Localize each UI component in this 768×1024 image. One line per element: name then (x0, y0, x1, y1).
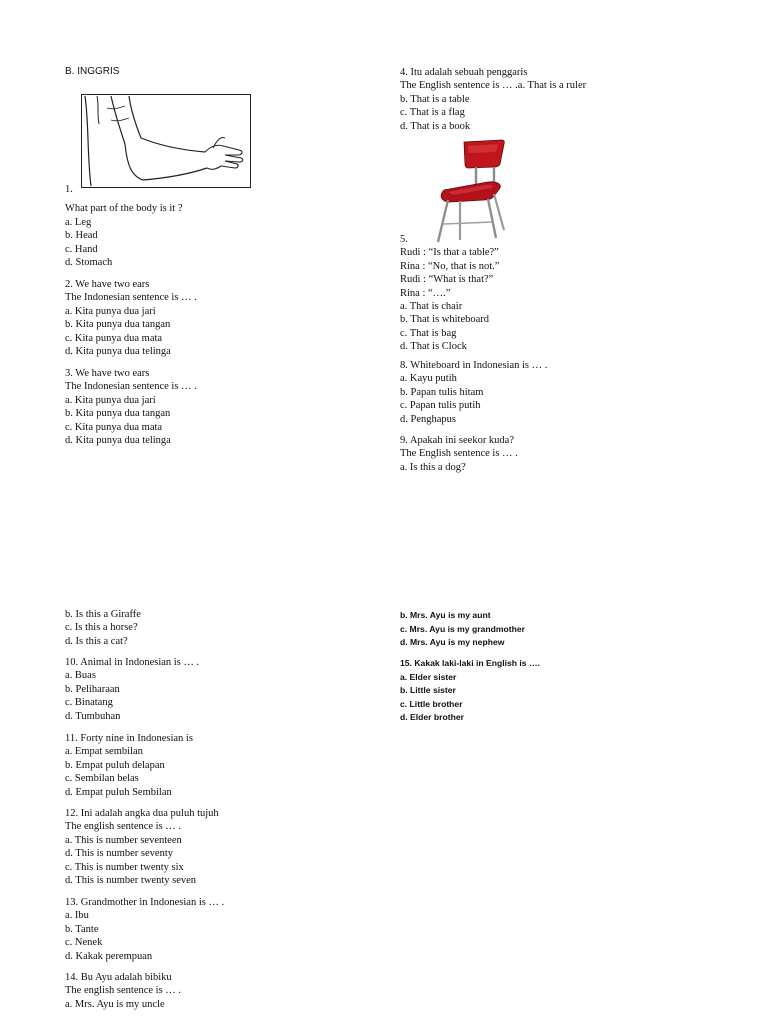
option-c: c. Papan tulis putih (400, 400, 481, 412)
question-text: 4. Itu adalah sebuah penggaris (400, 67, 528, 78)
arm-hand-illustration (81, 94, 251, 188)
question-text: 2. We have two ears (65, 279, 150, 290)
question-12 (65, 807, 219, 887)
option-d: d. Tumbuhan (65, 710, 121, 722)
question-3 (65, 367, 197, 447)
option-b: b. Is this a Giraffe (65, 609, 141, 620)
question-15 (400, 657, 540, 725)
option-b: b. Mrs. Ayu is my aunt (400, 610, 491, 620)
option-a: a. Elder sister (400, 671, 457, 682)
red-chair-illustration (430, 138, 508, 244)
option-d: d. Empat puluh Sembilan (65, 786, 172, 798)
option-b: b. That is whiteboard (400, 314, 490, 326)
question-text: 12. Ini adalah angka dua puluh tujuh (65, 808, 219, 819)
question-text: 14. Bu Ayu adalah bibiku (65, 972, 172, 983)
question-9 (400, 434, 518, 474)
option-b: b. Head (65, 230, 98, 242)
chair-icon (430, 138, 508, 244)
option-d: d. Kita punya dua telinga (65, 346, 171, 358)
dialog-line-3: Rudi : “What is that?” (400, 274, 494, 286)
option-c: c. Little brother (400, 698, 463, 709)
option-a: a. Leg (65, 216, 92, 228)
option-d: d. Mrs. Ayu is my nephew (400, 637, 505, 648)
question-text: 11. Forty nine in Indonesian is (65, 733, 193, 744)
option-a: a. Kita punya dua jari (65, 305, 156, 317)
option-a: a. Ibu (65, 910, 89, 922)
question-text: What part of the body is it ? (65, 203, 183, 215)
arm-icon (81, 94, 251, 188)
option-d: d. That is a book (400, 120, 471, 132)
question-text: 13. Grandmother in Indonesian is … . (65, 897, 225, 908)
question-9-continued (65, 608, 141, 648)
option-d: d. Kita punya dua telinga (65, 435, 171, 447)
option-c: c. Nenek (65, 937, 103, 949)
option-b: d. This is number seventy (65, 848, 174, 860)
option-b: b. Tante (65, 923, 99, 935)
option-c: c. Is this a horse? (65, 622, 138, 634)
question-number: 1. (65, 184, 73, 195)
question-prompt: The Indonesian sentence is … . (65, 292, 197, 304)
question-text: 8. Whiteboard in Indonesian is … . (400, 360, 548, 371)
option-c: c. Hand (65, 243, 98, 255)
option-d: d. That is Clock (400, 341, 467, 353)
question-14-continued (400, 609, 525, 650)
question-14 (65, 971, 181, 1011)
subject-title: B. INGGRIS (65, 66, 120, 77)
option-a: a. Buas (65, 670, 96, 682)
option-a: a. Empat sembilan (65, 746, 143, 758)
question-11 (65, 732, 193, 799)
option-a: a. This is number seventeen (65, 834, 182, 846)
question-number: 5. (400, 234, 408, 245)
option-c: c. That is bag (400, 327, 457, 339)
option-b: b. Little sister (400, 685, 456, 696)
question-prompt: The english sentence is … . (65, 821, 182, 833)
option-a: a. Mrs. Ayu is my uncle (65, 998, 165, 1010)
option-c: c. Binatang (65, 697, 113, 709)
option-a: a. Kita punya dua jari (65, 394, 156, 406)
option-b: b. Kita punya dua tangan (65, 319, 171, 331)
option-c: c. Mrs. Ayu is my grandmother (400, 623, 525, 634)
question-text: 10. Animal in Indonesian is … . (65, 657, 200, 668)
question-8 (400, 359, 547, 426)
option-b: b. Peliharaan (65, 683, 120, 695)
option-d: d. Kakak perempuan (65, 950, 153, 962)
question-10 (65, 656, 199, 723)
question-1 (65, 183, 183, 269)
page-title (65, 65, 119, 78)
option-d: d. Stomach (65, 257, 113, 269)
option-c: c. That is a flag (400, 107, 465, 119)
dialog-line-2: Rina : “No, that is not.” (400, 260, 500, 272)
option-d: d. Elder brother (400, 712, 464, 723)
option-b: b. Papan tulis hitam (400, 386, 484, 398)
question-prompt: The english sentence is … . (65, 985, 182, 997)
option-b: b. Kita punya dua tangan (65, 408, 171, 420)
question-prompt: The English sentence is … .a. That is a ruler (400, 80, 587, 92)
question-text: 9. Apakah ini seekor kuda? (400, 435, 515, 446)
dialog-line-1: Rudi : “Is that a table?” (400, 247, 499, 259)
option-a: a. That is chair (400, 301, 463, 313)
option-c: c. Sembilan belas (65, 773, 139, 785)
question-4 (400, 66, 586, 133)
option-a: a. Kayu putih (400, 373, 457, 385)
question-text: 15. Kakak laki-laki in English is …. (400, 658, 540, 668)
option-c: c. This is number twenty six (65, 861, 184, 873)
option-d: d. This is number twenty seven (65, 875, 197, 887)
question-text: 3. We have two ears (65, 368, 150, 379)
question-13 (65, 896, 224, 963)
option-c: c. Kita punya dua mata (65, 421, 163, 433)
question-5 (400, 233, 499, 354)
option-a: a. Is this a dog? (400, 461, 466, 473)
dialog-line-4: Rina : “….” (400, 287, 451, 299)
option-c: c. Kita punya dua mata (65, 332, 163, 344)
option-d: d. Penghapus (400, 413, 456, 425)
question-prompt: The Indonesian sentence is … . (65, 381, 197, 393)
option-b: b. Empat puluh delapan (65, 759, 165, 771)
question-2 (65, 278, 197, 358)
question-prompt: The English sentence is … . (400, 448, 518, 460)
option-b: b. That is a table (400, 93, 470, 105)
option-d: d. Is this a cat? (65, 635, 128, 647)
